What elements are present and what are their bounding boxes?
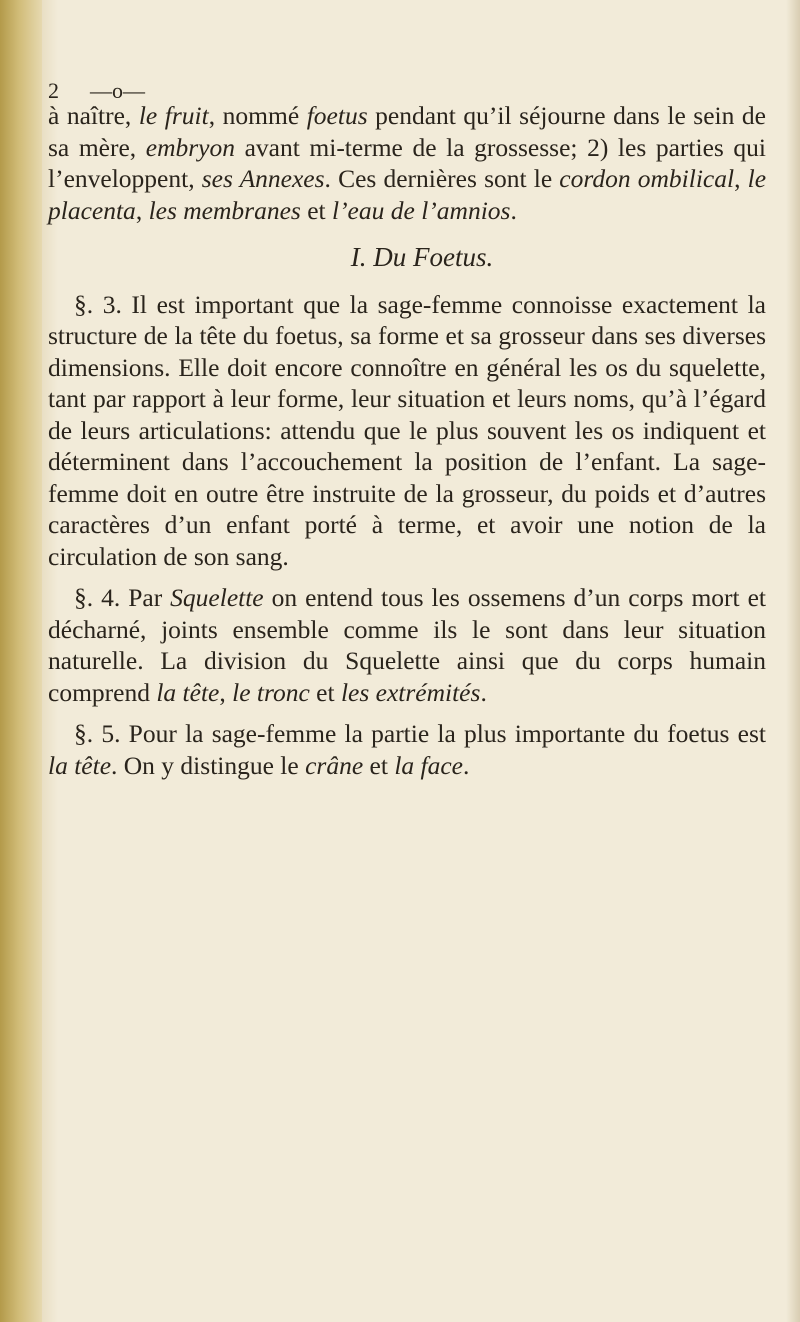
text-run: .	[510, 195, 517, 225]
italic-term: cordon ombilical	[559, 164, 735, 193]
text-run: .	[480, 677, 487, 707]
text-run: ,	[135, 195, 149, 225]
body-text	[48, 100, 766, 781]
page-number: 2	[48, 78, 59, 103]
text-run: §. 5. Pour la sage-femme la partie la plus importante du foetus est	[74, 719, 766, 748]
text-run: avant mi-terme de la grossesse; 2) les parties qui l’enveloppent,	[48, 132, 766, 193]
italic-term: les extrémités	[340, 677, 481, 707]
italic-term: crâne	[305, 750, 364, 780]
section-5-paragraph	[48, 718, 766, 781]
text-run: et	[363, 750, 395, 780]
italic-term: Squelette	[170, 583, 264, 612]
text-run: . On y distingue le	[111, 750, 306, 780]
italic-term: le tronc	[232, 677, 310, 707]
text-run: .	[463, 750, 470, 780]
text-run: à naître,	[48, 101, 139, 130]
text-run: et	[300, 195, 332, 225]
italic-term: les membranes	[148, 195, 301, 225]
italic-term: la tête	[156, 677, 220, 707]
text-run: pendant qu’il séjourne dans le sein de sa mère,	[48, 101, 767, 162]
paragraph-continuation	[48, 100, 766, 226]
page-edge-shadow	[786, 0, 800, 1322]
italic-term: la tête	[48, 750, 112, 780]
header-ornament: —o—	[90, 78, 145, 103]
text-run: ,	[734, 164, 748, 193]
text-run: . Ces dernières sont le	[324, 164, 560, 193]
text-run: ,	[219, 677, 233, 707]
text-run: §. 4. Par	[74, 583, 171, 612]
italic-term: le placenta	[48, 164, 767, 225]
section-4-paragraph	[48, 582, 766, 708]
italic-term: le fruit	[138, 101, 209, 130]
italic-term: embryon	[145, 132, 235, 162]
italic-term: ses Annexes	[201, 164, 325, 193]
book-spine-shadow	[0, 0, 42, 1322]
text-run: et	[309, 677, 341, 707]
section-3-paragraph: §. 3. Il est important que la sage-femme connoisse exactement la structure de la tête du foetus, sa forme et sa grosseur dans ses diverses dimensions. Elle doit encore connoître en général les os du squelette, tant par rapport à leur forme, leur situation et leurs noms, qu’à l’égard de leurs articulations: attendu que le plus souvent les os indiquent et déterminent dans l’accouchement la position de l’enfant. La sage-femme doit en outre être instruite de la grosseur, du poids et d’autres caractères d’un enfant porté à terme, et avoir une notion de la circulation de son sang.	[48, 289, 766, 571]
italic-term: foetus	[306, 101, 368, 130]
paragraph-gap	[48, 708, 766, 718]
italic-term: la face	[394, 750, 463, 780]
paragraph-gap	[48, 572, 766, 582]
italic-term: l’eau de l’amnios	[331, 195, 511, 225]
section-heading: I. Du Foetus.	[350, 242, 494, 272]
text-run: , nommé	[208, 101, 307, 130]
text-run: on entend tous les ossemens d’un corps mort et décharné, joints ensemble comme ils le sont dans leur situation naturelle. La division du Squelette ainsi que du corps humain comprend	[48, 583, 766, 707]
